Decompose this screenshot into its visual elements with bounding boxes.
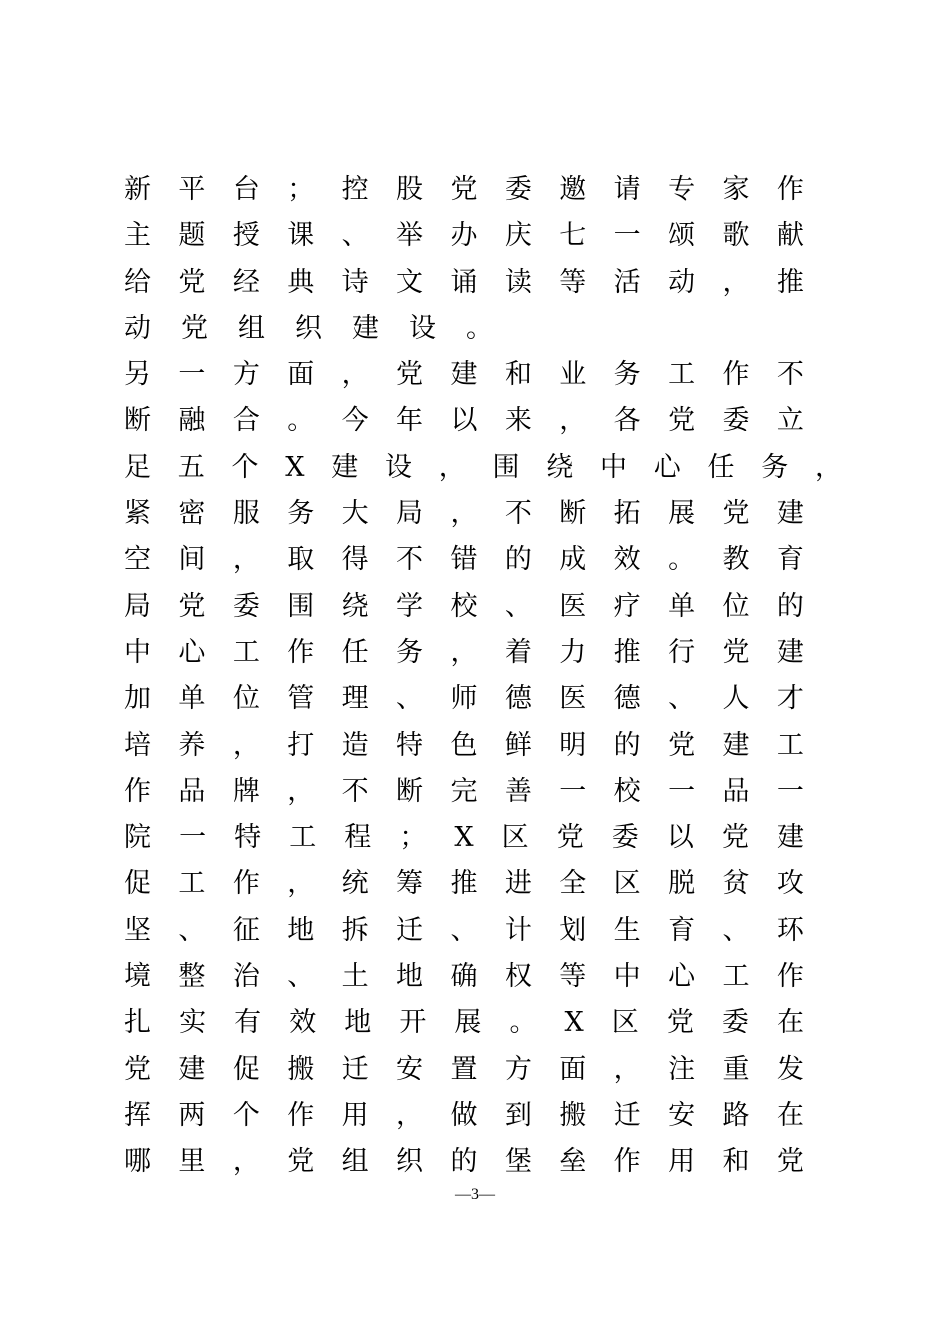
document-body <box>124 167 844 1186</box>
text-line: 作 品 牌 ， 不 断 完 善 一 校 一 品 一 <box>124 775 804 807</box>
text-line: 培 养 ， 打 造 特 色 鲜 明 的 党 建 工 <box>124 729 804 761</box>
text-line: 扎 实 有 效 地 开 展 。 X 区 党 委 在 <box>124 1007 804 1039</box>
text-line: 党 建 促 搬 迁 安 置 方 面 ， 注 重 发 <box>124 1053 804 1085</box>
text-line: 院 一 特 工 程 ； X 区 党 委 以 党 建 <box>124 822 804 854</box>
text-line: 空 间 ， 取 得 不 错 的 成 效 。 教 育 <box>124 544 804 576</box>
page-number: —3— <box>455 1186 495 1203</box>
text-line: 给 党 经 典 诗 文 诵 读 等 活 动 ， 推 <box>124 266 804 298</box>
text-line: 动 党 组 织 建 设 。 <box>124 312 493 344</box>
text-line: 哪 里 ， 党 组 织 的 堡 垒 作 用 和 党 <box>124 1146 804 1178</box>
text-line: 促 工 作 ， 统 筹 推 进 全 区 脱 贫 攻 <box>124 868 804 900</box>
text-line: 坚 、 征 地 拆 迁 、 计 划 生 育 、 环 <box>124 914 804 946</box>
text-line: 局 党 委 围 绕 学 校 、 医 疗 单 位 的 <box>124 590 804 622</box>
text-line: 主 题 授 课 、 举 办 庆 七 一 颂 歌 献 <box>124 220 804 252</box>
text-line: 加 单 位 管 理 、 师 德 医 德 、 人 才 <box>124 683 804 715</box>
text-line: 断 融 合 。 今 年 以 来 ， 各 党 委 立 <box>124 405 804 437</box>
text-line: 足 五 个 X 建 设 ， 围 绕 中 心 任 务 ， <box>124 451 842 483</box>
text-line: 紧 密 服 务 大 局 ， 不 断 拓 展 党 建 <box>124 498 804 530</box>
text-line: 另 一 方 面 ， 党 建 和 业 务 工 作 不 <box>124 359 804 391</box>
text-line: 新 平 台 ； 控 股 党 委 邀 请 专 家 作 <box>124 174 804 205</box>
text-line: 中 心 工 作 任 务 ， 着 力 推 行 党 建 <box>124 636 804 668</box>
text-line: 挥 两 个 作 用 ， 做 到 搬 迁 安 路 在 <box>124 1099 804 1131</box>
text-line: 境 整 治 、 土 地 确 权 等 中 心 工 作 <box>124 961 804 993</box>
